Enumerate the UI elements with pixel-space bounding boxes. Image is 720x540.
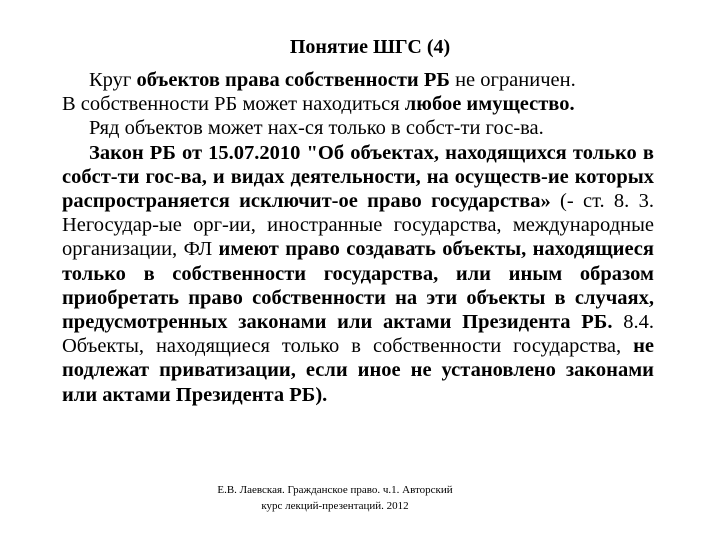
p1-text-a: Круг xyxy=(89,69,137,91)
p2-text-b: любое имущество. xyxy=(404,93,575,116)
paragraph-law-reference xyxy=(62,141,654,407)
p2-text-a: В собственности РБ может находиться xyxy=(62,93,405,116)
p1-text-b: объектов права собственности РБ xyxy=(136,69,450,91)
p1-text-c: не ограничен. xyxy=(449,69,576,91)
paragraph-state-only: Ряд объектов может нах-ся только в собст-ти гос-ва. xyxy=(89,117,544,140)
p4-text-c: имеют право создавать объекты, находящиеся только в собственности государства, или иным образом приобретать право собственности на эти объекты в случаях, предусмотренных законами или актами Президента РБ. xyxy=(62,238,654,334)
slide-title: Понятие ШГС (4) xyxy=(289,36,451,58)
slide-footer: Е.В. Лаевская. Гражданское право. ч.1. Авторский курс лекций-презентаций. 2012 xyxy=(217,484,453,512)
paragraph-any-property xyxy=(62,92,654,116)
p4-text-b: (- ст. 8. 3. Негосудар-ые орг-ии, иностранные государства, международные организации, ФЛ xyxy=(62,190,654,261)
slide-body xyxy=(62,68,654,407)
p4-text-a: Закон РБ от 15.07.2010 "Об объектах, находящихся только в собст-ти гос-ва, и видах деятельности, на осуществ-ие которых распространяется исключит-ое право государства» xyxy=(62,141,654,213)
p4-text-e: не подлежат приватизации, если иное не установлено законами или актами Президента РБ). xyxy=(62,335,654,406)
p4-text-d: 8.4. Объекты, находящиеся только в собственности государства, xyxy=(62,311,654,358)
paragraph-objects-scope xyxy=(62,68,654,92)
